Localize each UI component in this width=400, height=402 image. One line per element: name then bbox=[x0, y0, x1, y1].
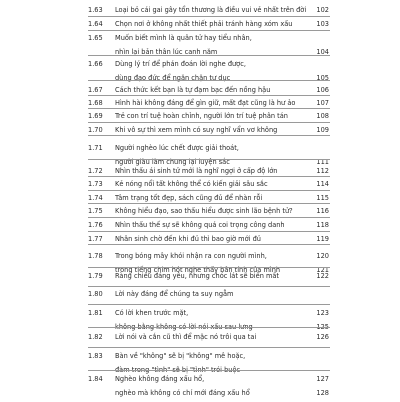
toc-entry-title bbox=[115, 6, 306, 20]
toc-entry-title-line: Khi vô sự thì xem mình có suy nghĩ vẩn vơ không bbox=[115, 126, 277, 140]
toc-entry-page-number bbox=[300, 309, 329, 336]
toc-divider bbox=[88, 159, 330, 160]
toc-entry-title-line: Nhân sinh chờ đến khi đủ thì bao giờ mới đủ bbox=[115, 235, 261, 249]
toc-divider bbox=[88, 95, 330, 96]
toc-entry-title bbox=[115, 20, 292, 34]
toc-entry-title-line: Trẻ con trí tuệ hoàn chỉnh, người lớn trí tuệ phân tán bbox=[115, 112, 288, 126]
toc-entry-title-line: trong tiếng chim hót nghe thấy bản tính của mình bbox=[115, 266, 280, 280]
toc-entry-page-line: 104 bbox=[300, 48, 329, 62]
toc-divider bbox=[88, 108, 330, 109]
toc-entry-number: 1.68 bbox=[88, 99, 103, 107]
toc-entry-page-number bbox=[300, 235, 329, 249]
toc-entry-title-line: Bàn về "không" sẽ bị "không" mê hoặc, bbox=[115, 352, 245, 366]
toc-entry-number: 1.75 bbox=[88, 207, 103, 215]
toc-entry-page-number bbox=[300, 207, 329, 221]
toc-entry-number: 1.80 bbox=[88, 290, 103, 298]
toc-entry-page-line: 103 bbox=[300, 20, 329, 34]
toc-entry-page-number bbox=[300, 126, 329, 140]
toc-entry-number: 1.81 bbox=[88, 309, 103, 317]
toc-entry-number: 1.67 bbox=[88, 86, 103, 94]
toc-entry-page-line: 122 bbox=[300, 272, 329, 286]
toc-entry-page-line bbox=[300, 34, 329, 48]
toc-entry-page-line bbox=[300, 60, 329, 74]
toc-entry-number: 1.83 bbox=[88, 352, 103, 360]
toc-entry-title-line: Kẻ nóng nổi tất không thể có kiến giải sâu sắc bbox=[115, 180, 268, 194]
toc-entry-page-line: 121 bbox=[300, 266, 329, 280]
toc-entry-title bbox=[115, 309, 253, 336]
toc-entry-page-line: 123 bbox=[300, 309, 329, 323]
toc-entry-title bbox=[115, 86, 270, 100]
toc-entry-title-line: Trong bóng mây khói nhận ra con người mình, bbox=[115, 252, 280, 266]
toc-entry-title-line: dùng đạo đức để ngăn chặn tư dục bbox=[115, 74, 246, 88]
toc-entry-title-line: Muốn biết mình là quân tử hay tiểu nhân, bbox=[115, 34, 252, 48]
toc-entry-page-number bbox=[300, 333, 329, 347]
toc-entry-number: 1.69 bbox=[88, 112, 103, 120]
toc-entry-title-line: Ràng chiều đáng yêu, nhưng chóc lát sẽ biến mất bbox=[115, 272, 279, 286]
toc-entry-title-line: Cách thức kết bạn là tự đạm bạc đến nồng hậu bbox=[115, 86, 270, 100]
toc-entry-page-number bbox=[300, 375, 329, 402]
toc-entry-page-line: 109 bbox=[300, 126, 329, 140]
toc-entry-title-line: Tâm trạng tốt đẹp, sách cũng đủ để nhàn rỗi bbox=[115, 194, 262, 208]
toc-entry-page-number bbox=[300, 60, 329, 87]
toc-entry-title-line: không bằng không có lời nói xấu sau lưng bbox=[115, 323, 253, 337]
toc-entry-title bbox=[115, 99, 295, 113]
toc-entry-title-line: Không hiểu đạo, sao thấu hiểu được sinh lão bệnh tử? bbox=[115, 207, 293, 221]
toc-divider bbox=[88, 347, 330, 348]
toc-entry-page-number bbox=[300, 180, 329, 194]
toc-entry-number: 1.63 bbox=[88, 6, 103, 14]
toc-divider bbox=[88, 217, 330, 218]
toc-entry-page-line: 111 bbox=[300, 158, 329, 172]
toc-entry-page-line: 108 bbox=[300, 112, 329, 126]
toc-entry-number: 1.71 bbox=[88, 144, 103, 152]
toc-entry-page-number bbox=[300, 34, 329, 61]
toc-entry-page-number bbox=[300, 221, 329, 235]
toc-entry-title-line: nghèo mà không có chí mới đáng xấu hổ bbox=[115, 389, 250, 402]
toc-entry-title bbox=[115, 180, 268, 194]
toc-entry-title bbox=[115, 126, 277, 140]
toc-entry-title bbox=[115, 235, 261, 249]
toc-divider bbox=[88, 370, 330, 371]
toc-divider bbox=[88, 190, 330, 191]
toc-entry-page-line: 126 bbox=[300, 333, 329, 347]
toc-entry-number: 1.72 bbox=[88, 167, 103, 175]
toc-entry-number: 1.73 bbox=[88, 180, 103, 188]
toc-entry-title bbox=[115, 290, 234, 304]
toc-divider bbox=[88, 304, 330, 305]
toc-entry-page-line: 116 bbox=[300, 207, 329, 221]
toc-entry-number: 1.66 bbox=[88, 60, 103, 68]
toc-entry-title-line: người giàu làm chung lại luyện sắc bbox=[115, 158, 239, 172]
toc-entry-title-line: Có lời khen trước mặt, bbox=[115, 309, 253, 323]
toc-entry-number: 1.82 bbox=[88, 333, 103, 341]
toc-entry-title-line: Nhìn thấu ái sinh tử mới là nghĩ ngợi ở cấp độ lớn bbox=[115, 167, 277, 181]
toc-entry-page-number bbox=[300, 194, 329, 208]
toc-entry-title bbox=[115, 221, 285, 235]
toc-entry-page-line: 114 bbox=[300, 180, 329, 194]
toc-divider bbox=[88, 267, 330, 268]
toc-entry-title-line: Hình hài không đáng để gìn giữ, mất đạt cũng là hư ảo bbox=[115, 99, 295, 113]
toc-entry-page-line: 107 bbox=[300, 99, 329, 113]
toc-entry-title bbox=[115, 333, 256, 347]
toc-entry-title-line: Người nghèo lúc chết được giải thoát, bbox=[115, 144, 239, 158]
toc-entry-page-line bbox=[300, 352, 329, 366]
toc-divider bbox=[88, 231, 330, 232]
toc-entry-page-line: 112 bbox=[300, 167, 329, 181]
toc-divider bbox=[88, 286, 330, 287]
toc-entry-title-line: nhìn lại bản thân lúc canh năm bbox=[115, 48, 252, 62]
toc-entry-number: 1.70 bbox=[88, 126, 103, 134]
toc-entry-page-line: 127 bbox=[300, 375, 329, 389]
toc-entry-title-line: Nghèo không đáng xấu hổ, bbox=[115, 375, 250, 389]
toc-entry-page-number bbox=[300, 290, 329, 304]
toc-entry-number: 1.65 bbox=[88, 34, 103, 42]
toc-entry-title bbox=[115, 207, 293, 221]
toc-divider bbox=[88, 30, 330, 31]
toc-divider bbox=[88, 80, 330, 81]
toc-entry-number: 1.64 bbox=[88, 20, 103, 28]
toc-entry-number: 1.76 bbox=[88, 221, 103, 229]
toc-entry-page-line bbox=[300, 144, 329, 158]
toc-entry-title-line: đàm trong "tình" sẽ bị "tình" trói buộc bbox=[115, 366, 245, 380]
toc-divider bbox=[88, 176, 330, 177]
toc-divider bbox=[88, 203, 330, 204]
toc-entry-page-line: 119 bbox=[300, 235, 329, 249]
toc-entry-title bbox=[115, 60, 246, 87]
toc-entry-page-number bbox=[300, 112, 329, 126]
toc-entry-page-number bbox=[300, 167, 329, 181]
toc-divider bbox=[88, 327, 330, 328]
toc-entry-title-line: Lời này đáng để chúng ta suy ngẫm bbox=[115, 290, 234, 304]
toc-entry-title bbox=[115, 34, 252, 61]
toc-entry-title-line: Chọn nơi ở không nhất thiết phải tránh hàng xóm xấu bbox=[115, 20, 292, 34]
toc-divider bbox=[88, 122, 330, 123]
toc-entry-page-line bbox=[300, 290, 329, 304]
toc-entry-number: 1.84 bbox=[88, 375, 103, 383]
toc-divider bbox=[88, 135, 330, 136]
toc-entry-number: 1.79 bbox=[88, 272, 103, 280]
toc-entry-title bbox=[115, 272, 279, 286]
toc-entry-page-line: 118 bbox=[300, 221, 329, 235]
toc-entry-page-line: 125 bbox=[300, 323, 329, 337]
toc-entry-title-line: Dùng lý trí để phán đoán lời nghe được, bbox=[115, 60, 246, 74]
toc-divider bbox=[88, 16, 330, 17]
toc-entry-page-number bbox=[300, 86, 329, 100]
toc-entry-title bbox=[115, 375, 250, 402]
toc-entry-page-line: 120 bbox=[300, 252, 329, 266]
toc-entry-page-line: 102 bbox=[300, 6, 329, 20]
toc-entry-title-line: Loại bỏ cái gai gây tổn thương là điều vui vẻ nhất trên đời bbox=[115, 6, 306, 20]
toc-entry-title-line: Nhìn thấu thế sự sẽ không quá coi trọng công danh bbox=[115, 221, 285, 235]
toc-entry-page-line: 105 bbox=[300, 74, 329, 88]
toc-entry-number: 1.77 bbox=[88, 235, 103, 243]
toc-entry-page-number bbox=[300, 6, 329, 20]
toc-entry-number: 1.74 bbox=[88, 194, 103, 202]
toc-divider bbox=[88, 55, 330, 56]
toc-entry-number: 1.78 bbox=[88, 252, 103, 260]
toc-entry-page-number bbox=[300, 20, 329, 34]
toc-entry-page-number bbox=[300, 99, 329, 113]
toc-divider bbox=[88, 244, 330, 245]
toc-entry-title-line: Lời nói và cắn cũ thì để mặc nó trôi qua tai bbox=[115, 333, 256, 347]
toc-entry-page-line: 128 bbox=[300, 389, 329, 402]
toc-entry-page-line: 106 bbox=[300, 86, 329, 100]
toc-entry-page-line: 115 bbox=[300, 194, 329, 208]
toc-entry-title bbox=[115, 112, 288, 126]
toc-entry-title bbox=[115, 194, 262, 208]
toc-entry-page-number bbox=[300, 272, 329, 286]
toc-entry-title bbox=[115, 167, 277, 181]
